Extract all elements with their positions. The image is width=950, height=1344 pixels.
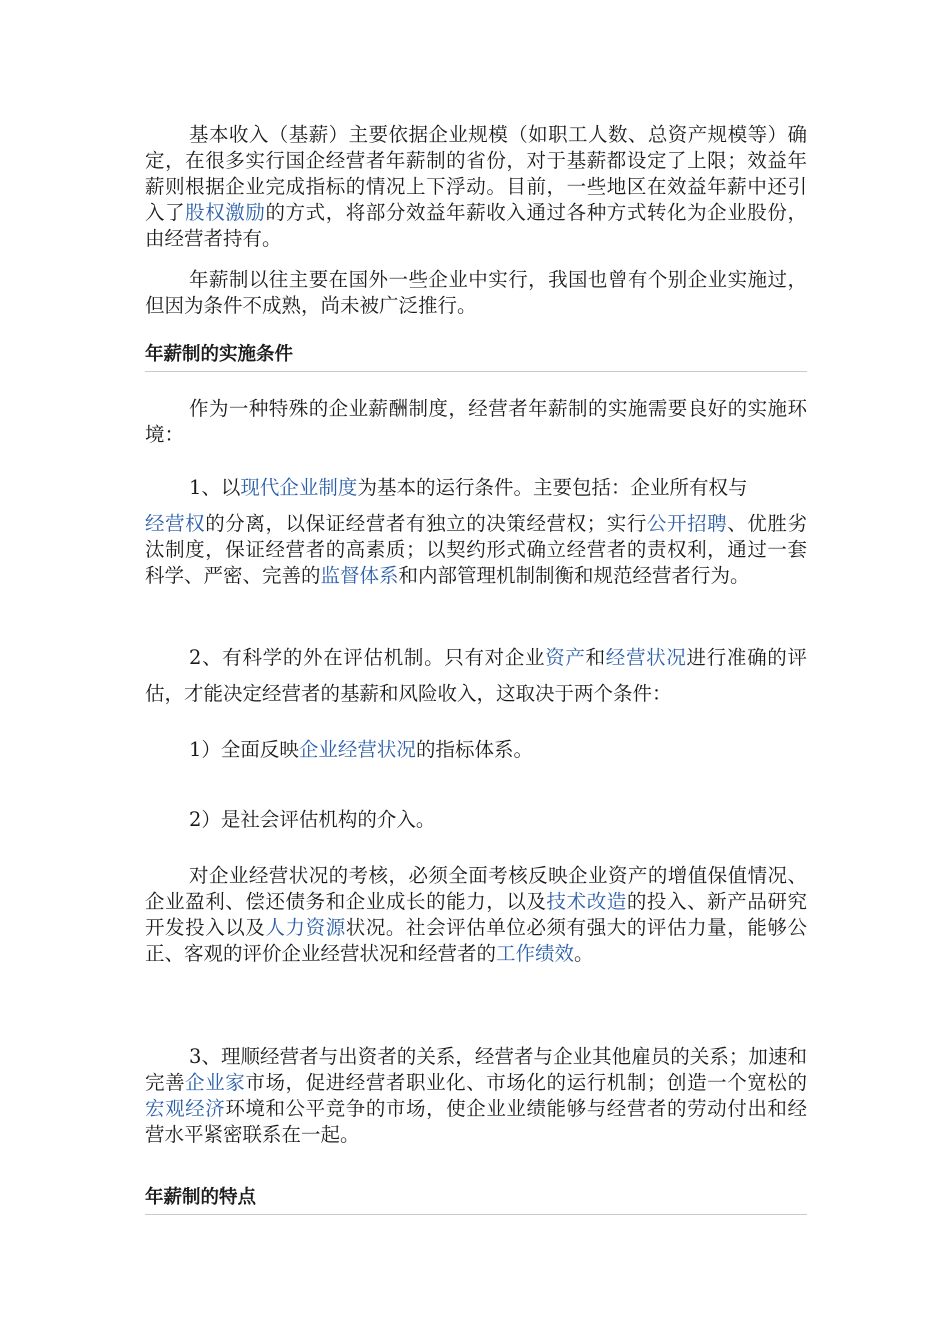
link-entrepreneur[interactable]: 企业家: [185, 1071, 246, 1094]
section-heading-conditions: 年薪制的实施条件: [145, 343, 807, 372]
link-management-right[interactable]: 经营权: [145, 512, 206, 535]
paragraph-assessment: 对企业经营状况的考核，必须全面考核反映企业资产的增值保值情况、企业盈利、偿还债务和企业成长的能力，以及技术改造的投入、新产品研究开发投入以及人力资源状况。社会评估单位必须有强大的评估力量，能够公正、客观的评价企业经营状况和经营者的工作绩效。: [145, 864, 807, 965]
link-work-performance[interactable]: 工作绩效: [496, 942, 575, 965]
paragraph-intro-conditions: 作为一种特殊的企业薪酬制度，经营者年薪制的实施需要良好的实施环境：: [145, 397, 807, 446]
link-enterprise-operating-status[interactable]: 企业经营状况: [298, 738, 416, 761]
link-macroeconomy[interactable]: 宏观经济: [145, 1097, 226, 1120]
paragraph-condition-3: 3、理顺经营者与出资者的关系，经营者与企业其他雇员的关系；加速和完善企业家市场，促进经营者职业化、市场化的运行机制；创造一个宽松的宏观经济环境和公平竞争的市场，使企业业绩能够与经营者的劳动付出和经营水平紧密联系在一起。: [145, 1045, 807, 1146]
link-equity-incentive[interactable]: 股权激励: [185, 201, 266, 224]
link-human-resources[interactable]: 人力资源: [265, 916, 346, 939]
link-operating-status[interactable]: 经营状况: [605, 646, 687, 669]
link-technical-transformation[interactable]: 技术改造: [546, 890, 627, 913]
paragraph-base-salary: 基本收入（基薪）主要依据企业规模（如职工人数、总资产规模等）确定，在很多实行国企经营者年薪制的省份，对于基薪都设定了上限；效益年薪则根据企业完成指标的情况上下浮动。目前，一些地区在效益年薪中还引入了股权激励的方式，将部分效益年薪收入通过各种方式转化为企业股份，由经营者持有。: [145, 123, 807, 250]
link-assets[interactable]: 资产: [545, 646, 586, 669]
link-open-recruitment[interactable]: 公开招聘: [646, 512, 728, 535]
paragraph-sub-condition-1: 1）全面反映企业经营状况的指标体系。: [189, 738, 533, 761]
section-heading-features: 年薪制的特点: [145, 1186, 807, 1215]
paragraph-condition-2: 2、有科学的外在评估机制。只有对企业资产和经营状况进行准确的评估，才能决定经营者的基薪和风险收入，这取决于两个条件：: [145, 646, 807, 705]
paragraph-condition-1: 1、以现代企业制度为基本的运行条件。主要包括：企业所有权与 经营权的分离，以保证经营者有独立的决策经营权；实行公开招聘、优胜劣汰制度，保证经营者的高素质；以契约形式确立经营者的责权利，通过一套科学、严密、完善的监督体系和内部管理机制制衡和规范经营者行为。: [145, 476, 807, 587]
paragraph-sub-condition-2: 2）是社会评估机构的介入。: [189, 808, 436, 831]
paragraph-history: 年薪制以往主要在国外一些企业中实行，我国也曾有个别企业实施过，但因为条件不成熟，尚未被广泛推行。: [145, 268, 807, 317]
link-modern-enterprise-system[interactable]: 现代企业制度: [240, 476, 358, 499]
link-supervision-system[interactable]: 监督体系: [320, 564, 399, 587]
